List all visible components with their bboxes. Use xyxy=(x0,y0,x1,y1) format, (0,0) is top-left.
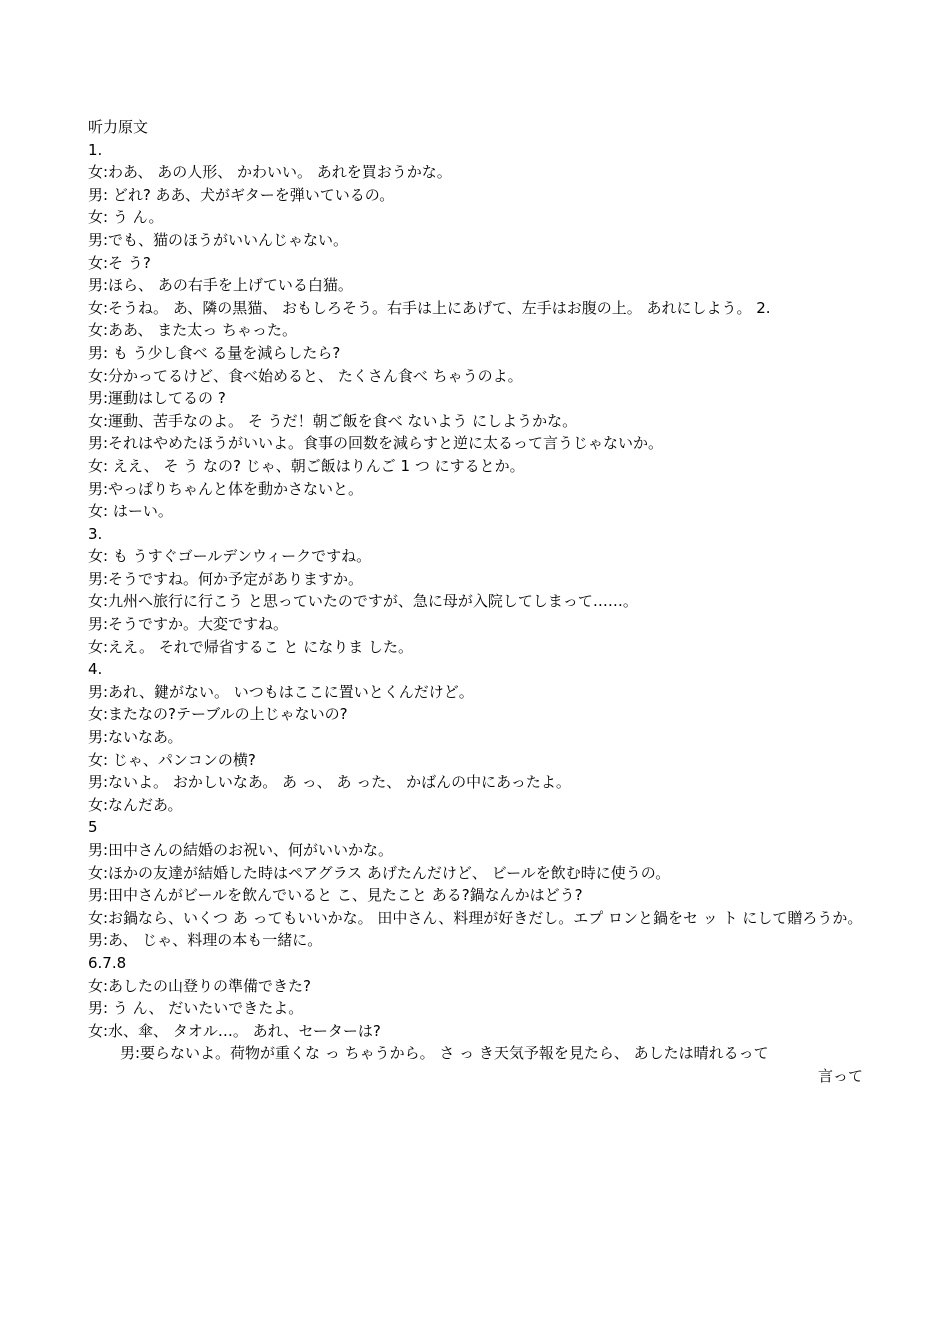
dialogue-line: 女: はーい。 xyxy=(88,502,173,521)
dialogue-line: 女:なんだあ。 xyxy=(88,795,183,814)
dialogue-line: 男:田中さんがビールを飲んでいると こ、見たこと ある?鍋なんかはどう? xyxy=(88,886,583,905)
section-number: 6.7.8 xyxy=(88,953,127,972)
dialogue-line: 女:またなの?テーブルの上じゃないの? xyxy=(88,705,348,724)
dialogue-line: 男: も う少し食べ る量を減らしたら? xyxy=(88,343,341,362)
dialogue-line: 男:それはやめたほうがいいよ。食事の回数を減らすと逆に太るって言うじゃないか。 xyxy=(88,434,664,453)
dialogue-line: 女:そ う? xyxy=(88,253,151,272)
transcript-body xyxy=(88,116,863,1088)
dialogue-line: 女:ええ。 それで帰省するこ と になりま した。 xyxy=(88,637,414,656)
dialogue-line: 男: う ん、 だいたいできたよ。 xyxy=(88,999,304,1018)
dialogue-line: 男:運動はしてるの ? xyxy=(88,389,226,408)
dialogue-line: 男:ないよ。 おかしいなあ。 あ っ、 あ った、 かばんの中にあったよ。 xyxy=(88,773,571,792)
dialogue-line: 男:そうですか。大変ですね。 xyxy=(88,615,289,634)
dialogue-line: 女:ああ、 また太っ ちゃった。 xyxy=(88,321,297,340)
dialogue-line: 男:田中さんの結婚のお祝い、何がいいかな。 xyxy=(88,841,394,859)
dialogue-line: 女:水、傘、 タオル…。 あれ、セーターは? xyxy=(88,1021,381,1040)
section-number: 4. xyxy=(88,660,103,679)
section-number: 5 xyxy=(88,818,98,837)
section-number: 3. xyxy=(88,524,103,543)
dialogue-line: 男:あ、 じゃ、料理の本も一緒に。 xyxy=(88,931,323,950)
dialogue-line: 女:お鍋なら、いくつ あ ってもいいかな。 田中さん、料理が好きだし。エプ ロンと鍋をセ ッ ト にして贈ろうか。 xyxy=(88,908,863,927)
dialogue-line: 男: どれ? ああ、犬がギターを弾いているの。 xyxy=(88,185,395,204)
dialogue-line: 男:ないなあ。 xyxy=(88,728,183,747)
dialogue-line: 女:ほかの友達が結婚した時はペアグラス あげたんだけど、 ビールを飲む時に使うの。 xyxy=(88,863,671,882)
section-number: 1. xyxy=(88,140,103,159)
dialogue-line: 女:わあ、 あの人形、 かわいい。 あれを買おうかな。 xyxy=(88,163,452,182)
dialogue-line: 男:あれ、鍵がない。 いつもはここに置いとくんだけど。 xyxy=(88,682,474,701)
dialogue-line: 男:でも、猫のほうがいいんじゃない。 xyxy=(88,230,349,249)
dialogue-line: 男:ほら、 あの右手を上げている白猫。 xyxy=(88,276,353,295)
dialogue-line: 女: う ん。 xyxy=(88,208,164,227)
dialogue-line: 女:あしたの山登りの準備できた? xyxy=(88,976,312,995)
dialogue-line: 女:分かってるけど、食べ始めると、 たくさん食べ ちゃうのよ。 xyxy=(88,366,523,385)
final-dialogue-text: 男:要らないよ。荷物が重くな っ ちゃうから。 さ っ き天気予報を見たら、 あしたは晴れるって xyxy=(120,1044,769,1063)
dialogue-line: 女: も うすぐゴールデンウィークですね。 xyxy=(88,547,372,566)
dialogue-line: 女:そうね。 あ、隣の黒猫、 おもしろそう。右手は上にあげて、左手はお腹の上。 あれにしよう。 2. xyxy=(88,298,771,317)
dialogue-line: 男:そうですね。何か予定がありますか。 xyxy=(88,569,364,588)
dialogue-line: 女:運動、苦手なのよ。 そ うだ！朝ご飯を食べ ないよう にしようかな。 xyxy=(88,411,578,430)
final-dialogue-line xyxy=(88,1042,863,1087)
document-title: 听力原文 xyxy=(88,118,149,136)
dialogue-line: 女: じゃ、パンコンの横? xyxy=(88,750,256,769)
dialogue-line: 女: ええ、 そ う なの? じゃ、朝ご飯はりんご 1 つ にするとか。 xyxy=(88,456,525,475)
dialogue-line: 男:やっぱりちゃんと体を動かさないと。 xyxy=(88,479,364,498)
dialogue-line: 女:九州へ旅行に行こう と思っていたのですが、急に母が入院してしまって……。 xyxy=(88,592,638,611)
final-dialogue-tail: 言って xyxy=(817,1066,863,1085)
